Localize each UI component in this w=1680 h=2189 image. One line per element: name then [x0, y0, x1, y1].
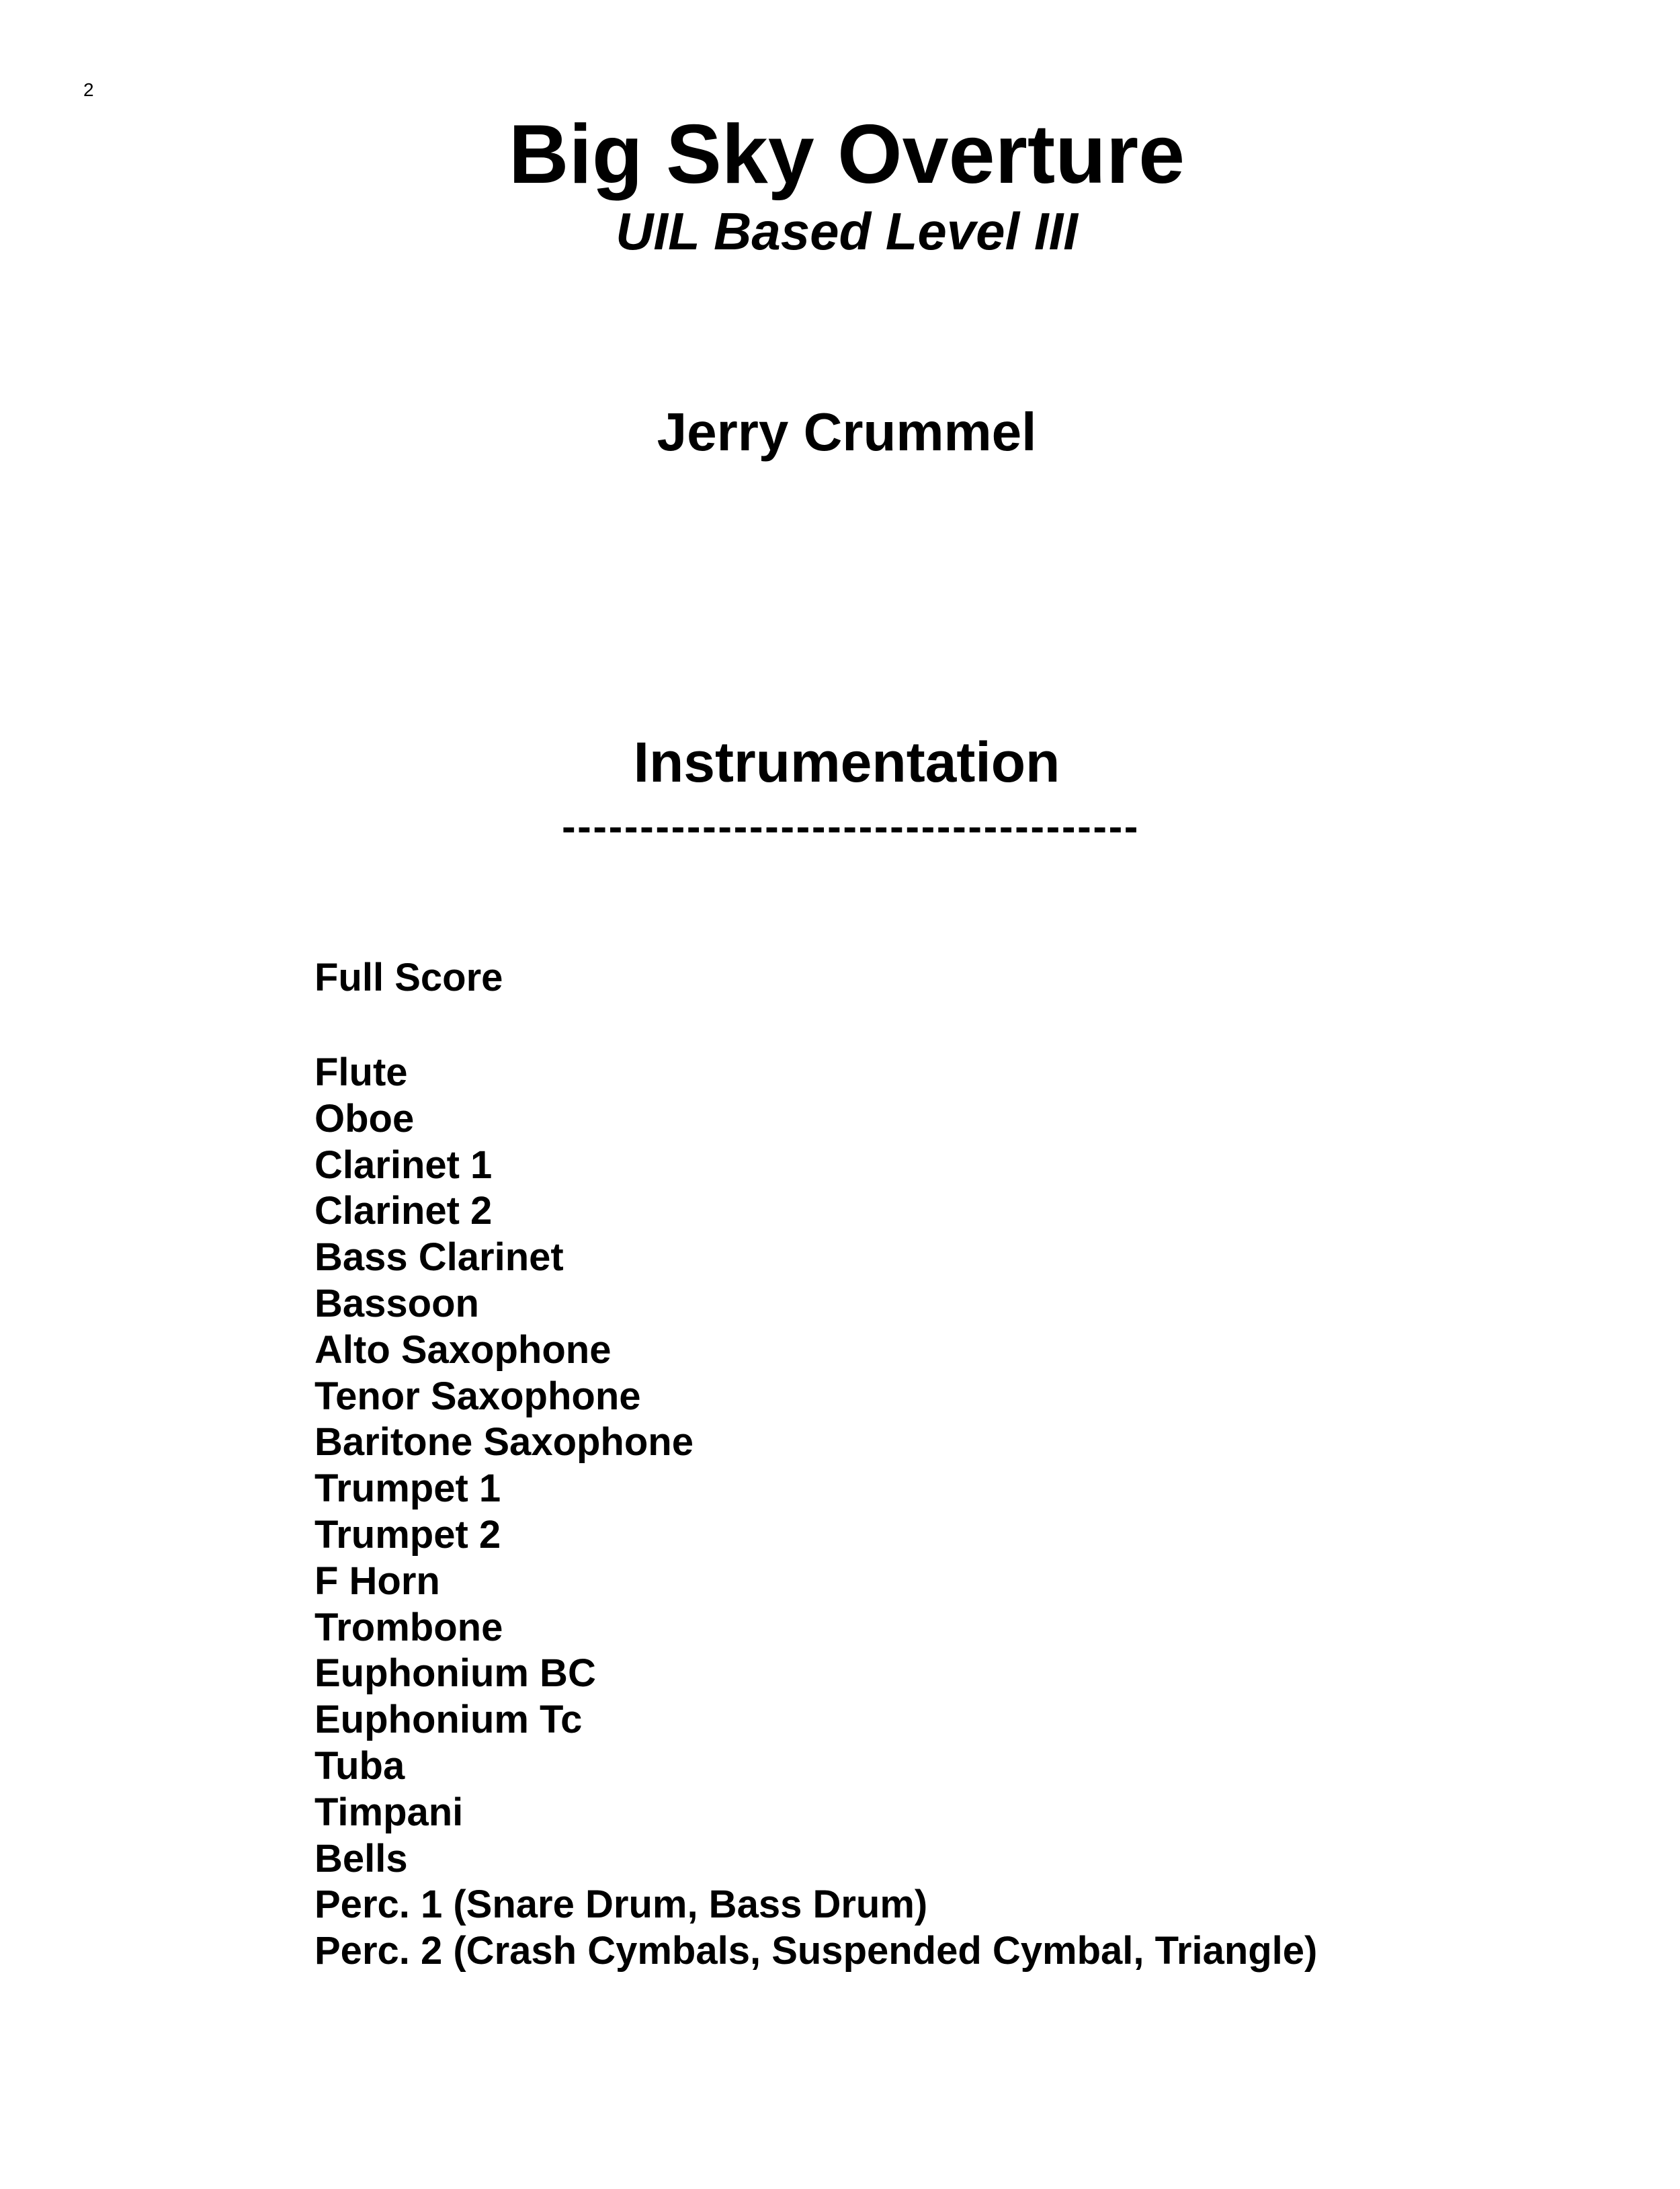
composer-name: Jerry Crummel — [657, 402, 1037, 462]
instrument-item: Oboe — [314, 1096, 415, 1141]
instrument-item: Clarinet 2 — [314, 1189, 493, 1233]
instrument-item: Tenor Saxophone — [314, 1374, 641, 1418]
instrument-item: Euphonium Tc — [314, 1698, 583, 1742]
instrument-item: F Horn — [314, 1559, 440, 1603]
instrument-item: Tuba — [314, 1743, 405, 1788]
full-score-label: Full Score — [314, 956, 503, 999]
instrument-item: Clarinet 1 — [314, 1143, 493, 1187]
instrument-item: Bassoon — [314, 1281, 479, 1325]
document-title: Big Sky Overture — [508, 108, 1185, 201]
instrument-item: Timpani — [314, 1790, 464, 1834]
instrument-item: Trumpet 2 — [314, 1512, 501, 1557]
page-number: 2 — [83, 79, 94, 100]
instrument-list — [314, 1050, 1317, 1975]
instrument-item: Euphonium BC — [314, 1651, 596, 1696]
instrument-item: Alto Saxophone — [314, 1327, 612, 1372]
instrument-item: Bells — [314, 1836, 408, 1881]
instrument-item: Trombone — [314, 1605, 503, 1649]
instrument-item: Perc. 2 (Crash Cymbals, Suspended Cymbal, Triangle) — [314, 1929, 1318, 1973]
instrument-item: Perc. 1 (Snare Drum, Bass Drum) — [314, 1883, 928, 1927]
instrument-item: Flute — [314, 1050, 408, 1094]
instrument-item: Baritone Saxophone — [314, 1420, 694, 1464]
instrument-item: Bass Clarinet — [314, 1235, 564, 1280]
instrumentation-heading: Instrumentation — [633, 731, 1060, 794]
heading-divider: ------------------------------------- — [561, 807, 1140, 848]
document-subtitle: UIL Based Level III — [616, 202, 1078, 261]
instrument-item: Trumpet 1 — [314, 1467, 501, 1511]
